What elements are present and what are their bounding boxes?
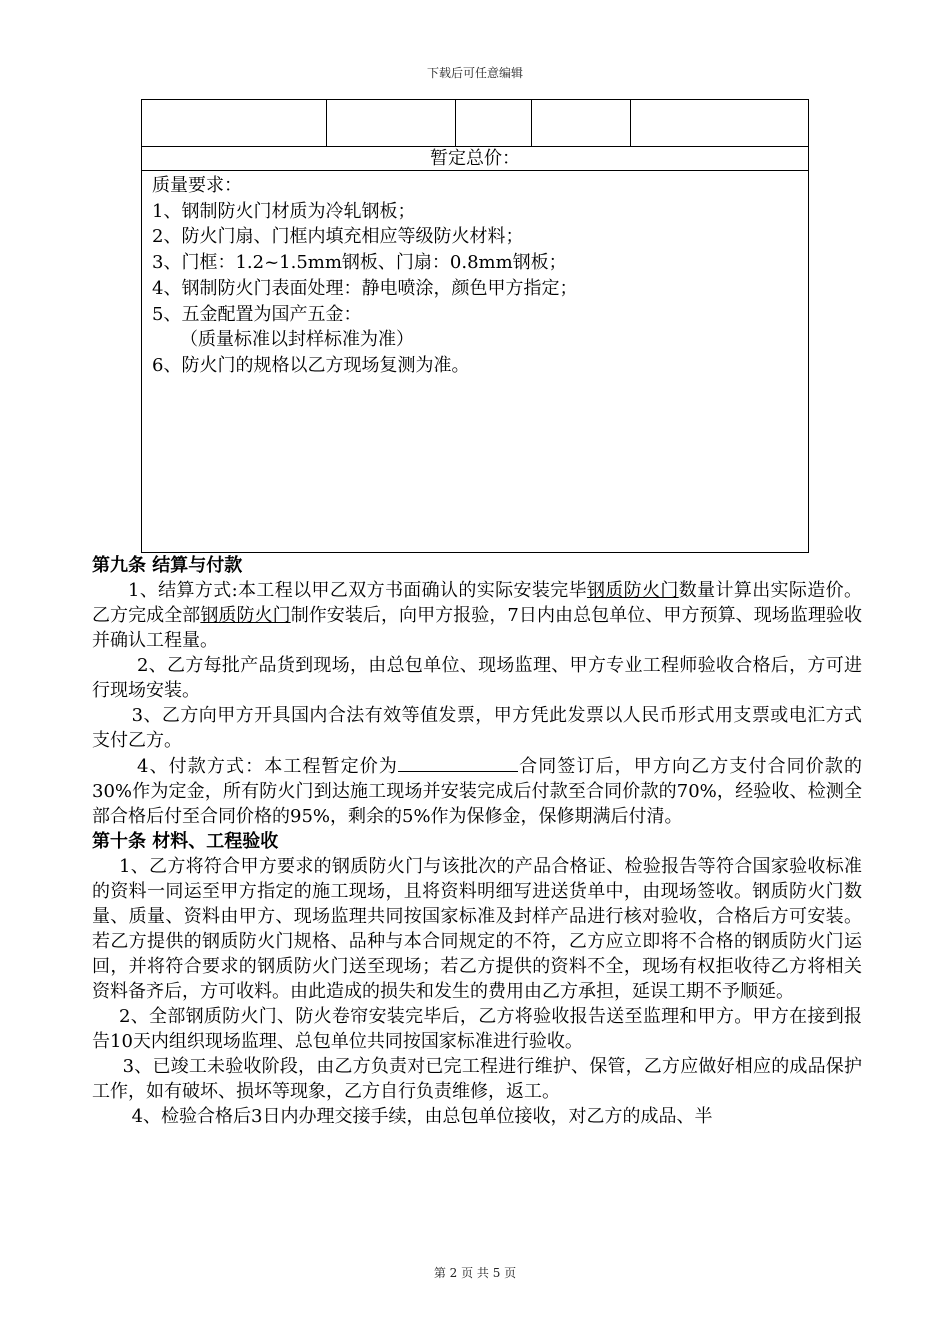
contract-body — [92, 553, 862, 1129]
article-10-clause-1: 1、乙方将符合甲方要求的钢质防火门与该批次的产品合格证、检验报告等符合国家验收标准的资料一同运至甲方指定的施工现场，且将资料明细写进送货单中，由现场签收。钢质防火门数量、质量、资料由甲方、现场监理共同按国家标准及封样产品进行核对验收，合格后方可安装。若乙方提供的钢质防火门规格、品种与本合同规定的不符，乙方应立即将不合格的钢质防火门运回，并将符合要求的钢质防火门送至现场；若乙方提供的资料不全，现场有权拒收待乙方将相关资料备齐后，方可收料。由此造成的损失和发生的费用由乙方承担，延误工期不予顺延。 — [92, 856, 862, 1002]
quality-requirements — [142, 171, 809, 553]
underlined-term: 钢质防火门 — [586, 580, 679, 601]
article-9-clause-4 — [92, 753, 862, 829]
article-9-clause-3: 3、乙方向甲方开具国内合法有效等值发票，甲方凭此发票以人民币形式用支票或电汇方式支付乙方。 — [92, 705, 862, 751]
table-row — [142, 171, 809, 553]
article-10-clause-4: 4、检验合格后3日内办理交接手续，由总包单位接收，对乙方的成品、半 — [131, 1106, 713, 1127]
price-quality-table — [141, 99, 809, 553]
quality-item: 5、五金配置为国产五金： — [152, 303, 362, 325]
article-10-clause-3: 3、已竣工未验收阶段，由乙方负责对已完工程进行维护、保管，乙方应做好相应的成品保护工作，如有破坏、损坏等现象，乙方自行负责维修，返工。 — [92, 1056, 862, 1102]
article-9-title: 第九条 结算与付款 — [92, 555, 243, 576]
clause-text: 4、付款方式：本工程暂定价为 — [137, 756, 399, 777]
table-row — [142, 100, 809, 147]
total-price-label: 暂定总价： — [142, 147, 809, 171]
clause-text: 制作安装后，向甲方报验，7日内由总包单位、甲方预算、现场监理验收并确认工程量。 — [92, 605, 863, 651]
clause-text: 合同签订后，甲方向乙方支付合同价款的30%作为定金，所有防火门到达施工现场并安装完成后付款至合同价款的70%，经验收、检测全部合格后付至合同价格的95%，剩余的5%作为保修金，保修期满后付清。 — [92, 756, 863, 827]
quality-item: 4、钢制防火门表面处理：静电喷涂，颜色甲方指定； — [152, 277, 578, 299]
underlined-term: 钢质防火门 — [200, 605, 291, 626]
page-header-note: 下载后可任意编辑 — [426, 66, 523, 80]
article-10-title: 第十条 材料、工程验收 — [92, 831, 279, 852]
price-blank — [398, 753, 518, 772]
quality-item: 1、钢制防火门材质为冷轧钢板； — [152, 200, 416, 222]
article-9-clause-1 — [92, 578, 862, 653]
article-10-clause-2: 2、全部钢质防火门、防火卷帘安装完毕后，乙方将验收报告送至监理和甲方。甲方在接到报告10天内组织现场监理、总包单位共同按国家标准进行验收。 — [92, 1006, 862, 1052]
page-number: 第 2 页 共 5 页 — [433, 1266, 517, 1280]
quality-item: 6、防火门的规格以乙方现场复测为准。 — [152, 354, 470, 376]
table-cell — [327, 100, 456, 147]
table-cell — [142, 100, 327, 147]
quality-title: 质量要求： — [152, 175, 242, 196]
clause-text: 1、结算方式:本工程以甲乙双方书面确认的实际安装完毕 — [128, 580, 587, 601]
table-cell — [456, 100, 532, 147]
table-cell — [631, 100, 809, 147]
article-9-clause-2: 2、乙方每批产品货到现场，由总包单位、现场监理、甲方专业工程师验收合格后，方可进行现场安装。 — [92, 655, 862, 701]
quality-item: 3、门框：1.2~1.5mm钢板、门扇：0.8mm钢板； — [152, 252, 567, 274]
quality-item-note: （质量标准以封样标准为准） — [180, 329, 414, 351]
clause-text: 数量计算出实际造价。乙方完成全部 — [92, 580, 863, 626]
table-cell — [532, 100, 631, 147]
quality-item: 2、防火门扇、门框内填充相应等级防火材料； — [152, 226, 524, 248]
table-row — [142, 147, 809, 171]
